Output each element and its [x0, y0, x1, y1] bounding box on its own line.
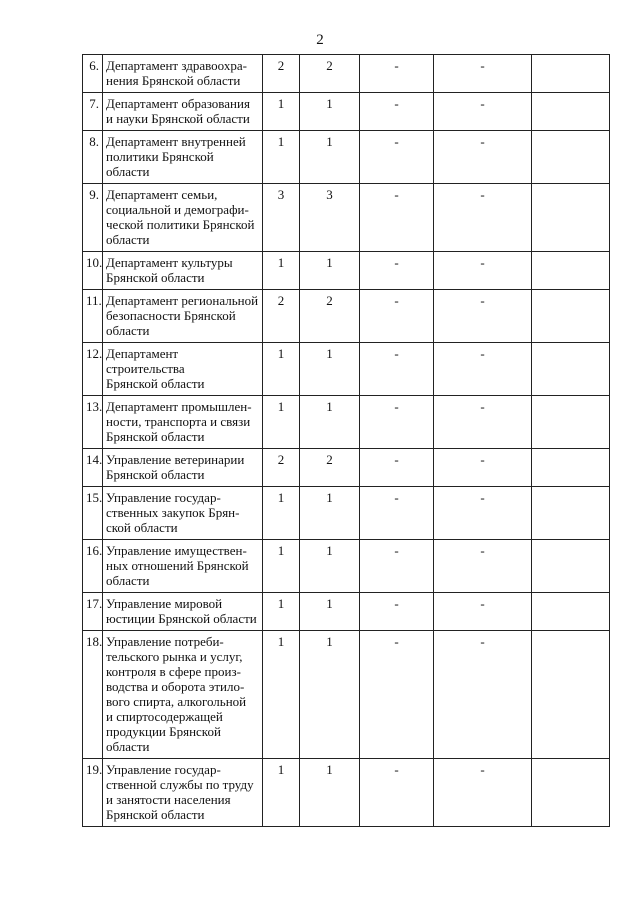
value-1: 2	[263, 55, 300, 93]
organization-name: Департамент здравоохра- нения Брянской области	[103, 55, 263, 93]
value-4: -	[434, 449, 532, 487]
value-2: 1	[300, 396, 360, 449]
value-2: 2	[300, 55, 360, 93]
value-3: -	[360, 396, 434, 449]
value-4: -	[434, 759, 532, 827]
value-4: -	[434, 540, 532, 593]
table-row	[83, 55, 610, 93]
value-5	[532, 540, 610, 593]
table-row	[83, 396, 610, 449]
value-3: -	[360, 759, 434, 827]
value-2: 1	[300, 631, 360, 759]
value-1: 1	[263, 759, 300, 827]
value-2: 1	[300, 759, 360, 827]
value-5	[532, 759, 610, 827]
value-3: -	[360, 290, 434, 343]
row-number: 15.	[83, 487, 103, 540]
value-3: -	[360, 631, 434, 759]
row-number: 14.	[83, 449, 103, 487]
value-5	[532, 290, 610, 343]
value-5	[532, 131, 610, 184]
organization-name: Управление государ- ственной службы по труду и занятости населения Брянской области	[103, 759, 263, 827]
organization-name: Департамент образования и науки Брянской области	[103, 93, 263, 131]
value-3: -	[360, 93, 434, 131]
value-4: -	[434, 631, 532, 759]
value-4: -	[434, 55, 532, 93]
page-number: 2	[316, 32, 324, 48]
organization-name: Управление имуществен- ных отношений Брянской области	[103, 540, 263, 593]
value-5	[532, 593, 610, 631]
organization-name: Управление потреби- тельского рынка и услуг, контроля в сфере произ- водства и оборота этило- вого спирта, алкогольной и спиртосодержащей продукции Брянской области	[103, 631, 263, 759]
table-row	[83, 290, 610, 343]
row-number: 10.	[83, 252, 103, 290]
value-2: 1	[300, 593, 360, 631]
value-1: 1	[263, 252, 300, 290]
table-row	[83, 540, 610, 593]
value-5	[532, 252, 610, 290]
value-3: -	[360, 343, 434, 396]
value-1: 1	[263, 631, 300, 759]
value-1: 3	[263, 184, 300, 252]
table-row	[83, 184, 610, 252]
value-2: 2	[300, 449, 360, 487]
row-number: 18.	[83, 631, 103, 759]
value-5	[532, 184, 610, 252]
organization-name: Департамент строительства Брянской области	[103, 343, 263, 396]
row-number: 19.	[83, 759, 103, 827]
value-2: 1	[300, 540, 360, 593]
value-4: -	[434, 593, 532, 631]
row-number: 17.	[83, 593, 103, 631]
value-1: 1	[263, 487, 300, 540]
organization-name: Департамент культуры Брянской области	[103, 252, 263, 290]
row-number: 11.	[83, 290, 103, 343]
value-3: -	[360, 131, 434, 184]
value-3: -	[360, 184, 434, 252]
value-5	[532, 93, 610, 131]
value-2: 1	[300, 93, 360, 131]
value-1: 1	[263, 93, 300, 131]
table-row	[83, 449, 610, 487]
value-1: 1	[263, 540, 300, 593]
value-3: -	[360, 55, 434, 93]
table-row	[83, 343, 610, 396]
value-5	[532, 396, 610, 449]
organization-name: Департамент региональной безопасности Брянской области	[103, 290, 263, 343]
organization-name: Департамент семьи, социальной и демографи- ческой политики Брянской области	[103, 184, 263, 252]
table-row	[83, 487, 610, 540]
value-1: 1	[263, 131, 300, 184]
value-2: 2	[300, 290, 360, 343]
table-row	[83, 93, 610, 131]
value-2: 1	[300, 131, 360, 184]
value-3: -	[360, 593, 434, 631]
value-1: 2	[263, 449, 300, 487]
value-2: 1	[300, 252, 360, 290]
table-body	[83, 55, 610, 827]
row-number: 12.	[83, 343, 103, 396]
table-row	[83, 252, 610, 290]
value-4: -	[434, 343, 532, 396]
table-row	[83, 131, 610, 184]
row-number: 13.	[83, 396, 103, 449]
value-1: 1	[263, 396, 300, 449]
row-number: 8.	[83, 131, 103, 184]
value-2: 3	[300, 184, 360, 252]
value-4: -	[434, 396, 532, 449]
value-3: -	[360, 540, 434, 593]
table-row	[83, 631, 610, 759]
organization-name: Управление мировой юстиции Брянской области	[103, 593, 263, 631]
value-4: -	[434, 184, 532, 252]
row-number: 9.	[83, 184, 103, 252]
organization-name: Управление ветеринарии Брянской области	[103, 449, 263, 487]
value-3: -	[360, 449, 434, 487]
value-1: 1	[263, 593, 300, 631]
value-5	[532, 631, 610, 759]
value-5	[532, 55, 610, 93]
value-4: -	[434, 487, 532, 540]
departments-table	[82, 54, 610, 827]
value-2: 1	[300, 487, 360, 540]
value-4: -	[434, 131, 532, 184]
value-5	[532, 449, 610, 487]
table-row	[83, 759, 610, 827]
row-number: 7.	[83, 93, 103, 131]
organization-name: Департамент внутренней политики Брянской области	[103, 131, 263, 184]
row-number: 6.	[83, 55, 103, 93]
value-4: -	[434, 290, 532, 343]
value-5	[532, 487, 610, 540]
organization-name: Управление государ- ственных закупок Брян- ской области	[103, 487, 263, 540]
value-2: 1	[300, 343, 360, 396]
value-1: 2	[263, 290, 300, 343]
value-4: -	[434, 252, 532, 290]
table-row	[83, 593, 610, 631]
value-1: 1	[263, 343, 300, 396]
organization-name: Департамент промышлен- ности, транспорта и связи Брянской области	[103, 396, 263, 449]
value-4: -	[434, 93, 532, 131]
value-3: -	[360, 252, 434, 290]
value-3: -	[360, 487, 434, 540]
row-number: 16.	[83, 540, 103, 593]
value-5	[532, 343, 610, 396]
